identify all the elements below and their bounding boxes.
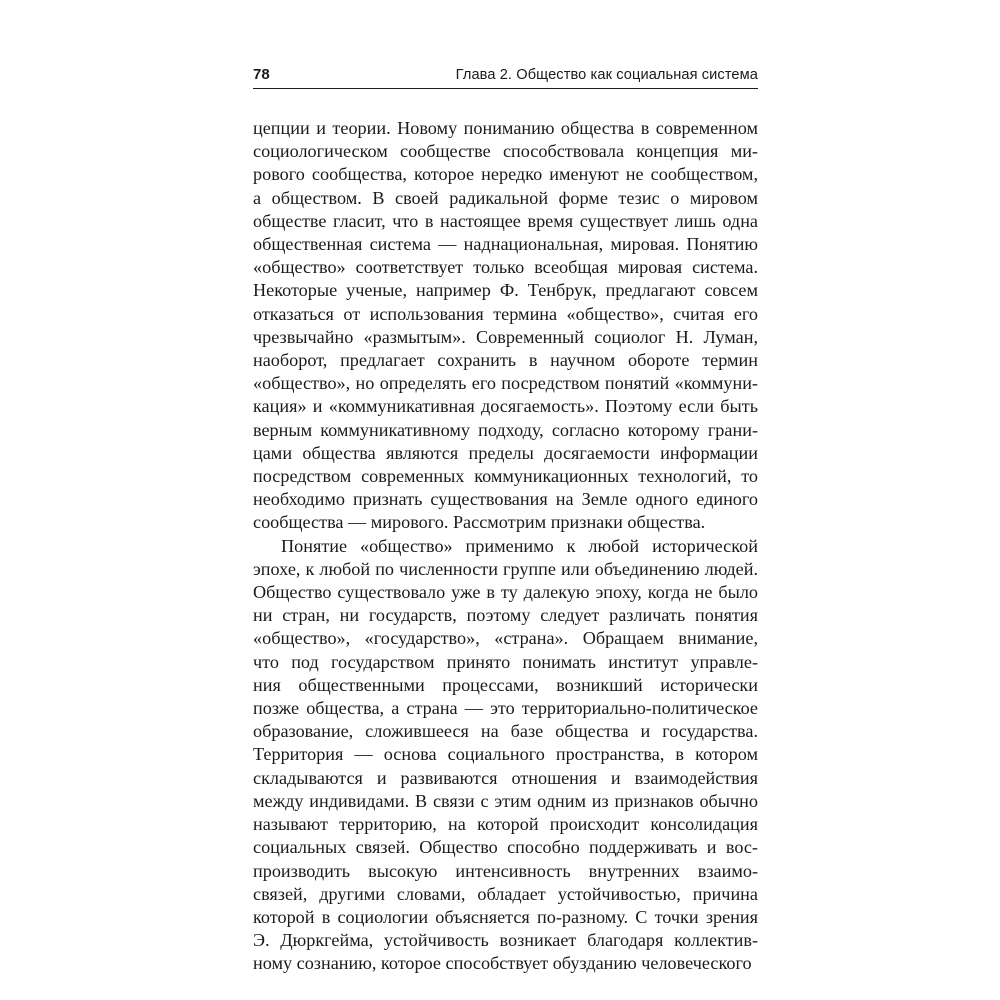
text-line: общественная система — наднациональная, мировая. Понятию	[253, 234, 758, 255]
text-line: сообщества — мирового. Рассмотрим признаки общества.	[253, 512, 706, 533]
text-line: наоборот, предлагает сохранить в научном обороте термин	[253, 350, 758, 371]
text-line: производить высокую интенсивность внутренних взаимо-	[253, 860, 758, 881]
text-line: кация» и «коммуникативная досягаемость». Поэтому если быть	[253, 396, 758, 417]
text-line: образование, сложившееся на базе общества и государства.	[253, 721, 758, 742]
text-line: Территория — основа социального пространства, в котором	[253, 744, 758, 765]
text-line: которой в социологии объясняется по-разному. С точки зрения	[253, 906, 758, 927]
text-line: социологическом сообществе способствовала концепция ми-	[253, 141, 758, 162]
text-line: отказаться от использования термина «общество», считая его	[253, 303, 758, 324]
text-line: Некоторые ученые, например Ф. Тенбрук, предлагают совсем	[253, 280, 758, 301]
text-line: цепции и теории. Новому пониманию общества в современном	[253, 118, 758, 138]
text-line: Понятие «общество» применимо к любой исторической	[281, 535, 758, 556]
text-line: Общество существовало уже в ту далекую эпоху, когда не было	[253, 582, 758, 603]
text-line: рового сообщества, которое нередко именуют не сообществом,	[253, 164, 758, 185]
text-line: чрезвычайно «размытым». Современный социолог Н. Луман,	[253, 326, 758, 347]
text-line: эпохе, к любой по численности группе или объединению людей.	[253, 558, 758, 579]
text-line: а обществом. В своей радикальной форме тезис о мировом	[253, 187, 758, 208]
text-line: посредством современных коммуникационных технологий, то	[253, 466, 758, 487]
text-line: называют территорию, на которой происходит консолидация	[253, 814, 758, 835]
paragraph	[253, 535, 758, 976]
text-line: связей, другими словами, обладает устойчивостью, причина	[253, 883, 758, 904]
running-head	[253, 66, 758, 89]
text-line: социальных связей. Общество способно поддерживать и вос-	[253, 837, 758, 858]
text-line: необходимо признать существования на Земле одного единого	[253, 489, 758, 510]
text-line: верным коммуникативному подходу, согласно которому грани-	[253, 419, 758, 440]
text-line: что под государством принято понимать институт управле-	[253, 651, 758, 672]
text-line: «общество», «государство», «страна». Обращаем внимание,	[253, 628, 758, 649]
book-page	[253, 66, 758, 976]
body-text	[253, 117, 758, 976]
text-line: цами общества являются пределы досягаемости информации	[253, 442, 758, 463]
text-line: ния общественными процессами, возникший исторически	[253, 674, 758, 695]
paragraph	[253, 117, 758, 535]
chapter-title: Глава 2. Общество как социальная система	[455, 67, 758, 83]
text-line: ни стран, ни государств, поэтому следует различать понятия	[253, 605, 758, 626]
text-line: обществе гласит, что в настоящее время существует лишь одна	[253, 210, 758, 231]
text-line: позже общества, а страна — это территориально-политическое	[253, 698, 758, 719]
text-line: «общество», но определять его посредством понятий «коммуни-	[253, 373, 758, 394]
text-line: ному сознанию, которое способствует обузданию человеческого	[253, 953, 752, 974]
text-line: складываются и развиваются отношения и взаимодействия	[253, 767, 758, 788]
text-line: Э. Дюркгейма, устойчивость возникает благодаря коллектив-	[253, 930, 758, 951]
text-line: между индивидами. В связи с этим одним из признаков обычно	[253, 790, 758, 811]
page-number: 78	[253, 66, 270, 83]
text-line: «общество» соответствует только всеобщая мировая система.	[253, 257, 758, 278]
